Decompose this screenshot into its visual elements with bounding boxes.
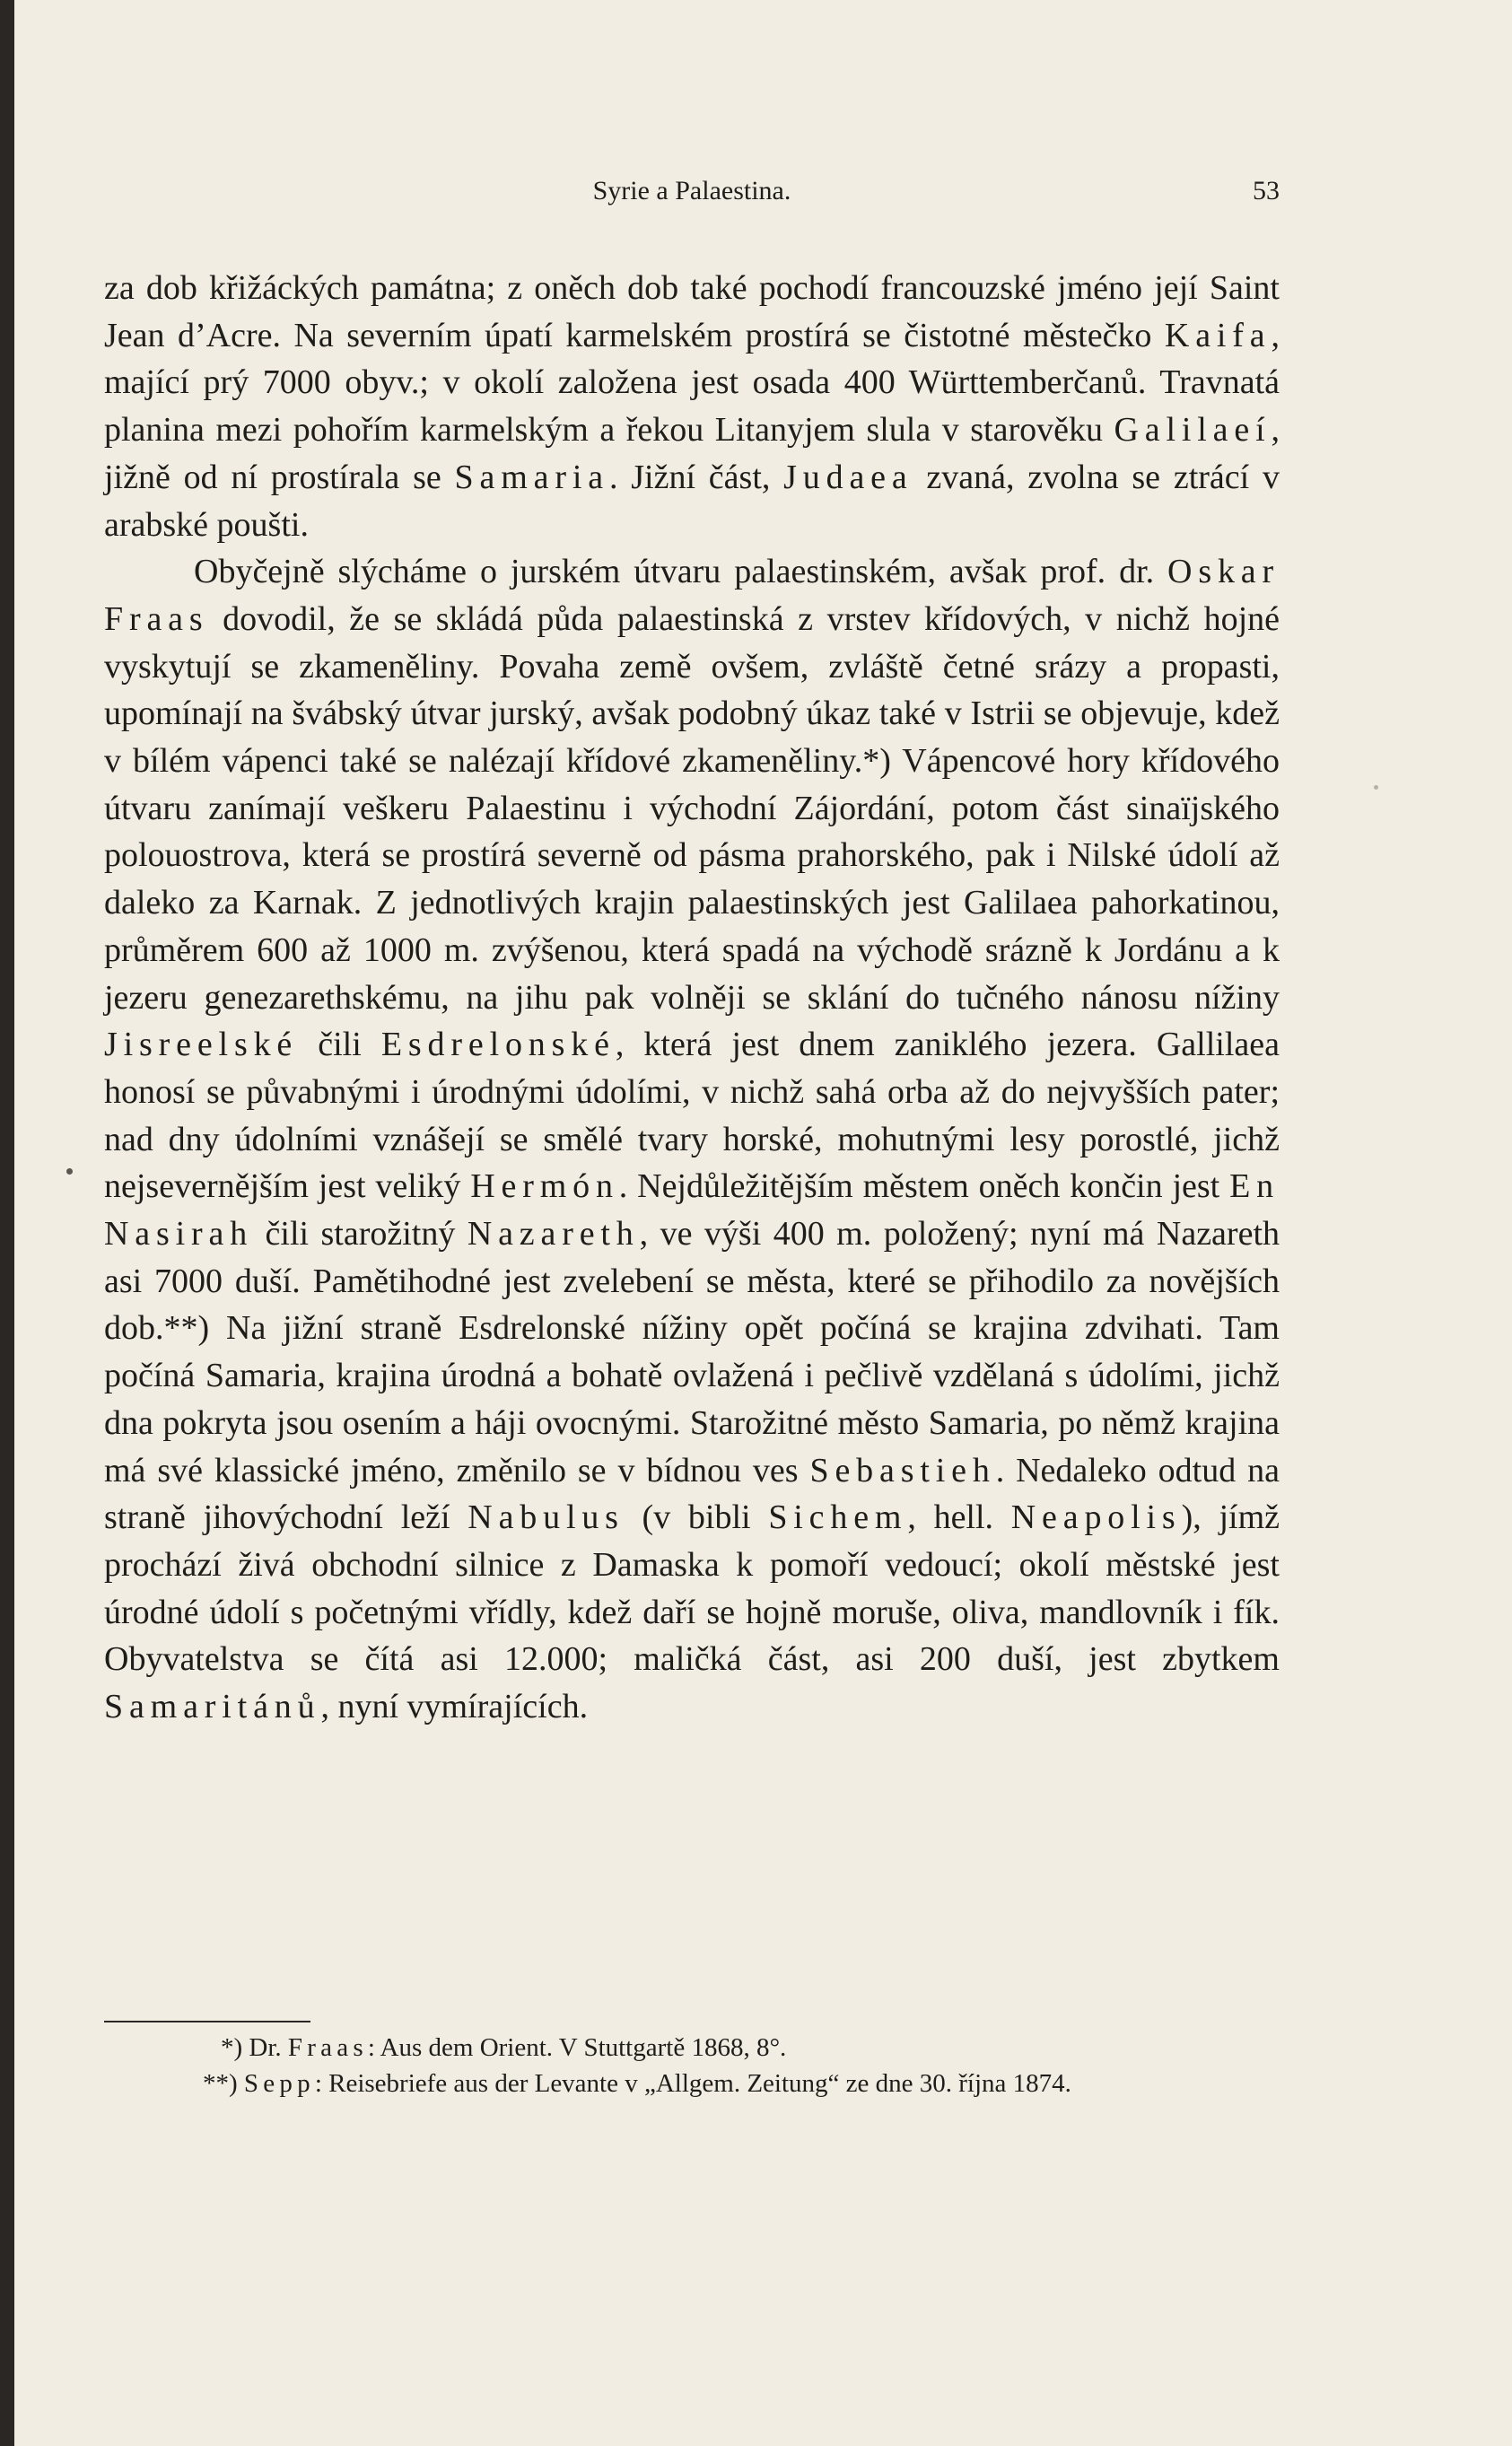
text-run: Obyčejně slýcháme o jurském útvaru palaestinském, avšak prof. dr. — [194, 553, 1168, 591]
footnote-1 — [104, 2030, 1280, 2066]
margin-mark — [66, 1168, 73, 1175]
text-run: , jižně od ní prostírala se — [104, 411, 1280, 496]
spaced-name-esdrelonske: Esdrelonské — [380, 1026, 616, 1064]
spaced-name-samaria: Samaria — [454, 458, 609, 496]
running-title: Syrie a Palaestina. — [592, 176, 791, 205]
spaced-name-sichem: Sichem — [768, 1498, 908, 1537]
footnotes — [104, 2030, 1280, 2101]
spaced-name-fraas: Fraas — [287, 2033, 368, 2062]
text-run: : Reisebriefe aus der Levante v „Allgem. Zeitung“ ze dne 30. října 1874. — [314, 2069, 1071, 2098]
text-run: ), jímž prochází živá obchodní silnice z Damaska k pomoří vedoucí; okolí městské jest úrodné údolí s početnými vřídly, kdež daří se hojně moruše, oliva, mandlovník i fík. Obyvatelstva se čítá asi 12.000; maličká část, asi 200 duší, jest zbytkem — [104, 1498, 1280, 1679]
spaced-name-galilaei: Galilaeí — [1114, 411, 1272, 450]
text-run: , mající prý 7000 obyv.; v okolí založena jest osada 400 Württemberčanů. Travnatá planina mezi pohořím karmelským a řekou Litanyjem slula v starověku — [104, 316, 1280, 450]
spaced-name-samaritanu: Samaritánů — [104, 1688, 321, 1726]
spaced-name-kaifa: Kaifa — [1164, 316, 1272, 354]
text-run: , která jest dnem zaniklého jezera. Gallilaea honosí se půvabnými i úrodnými údolími, v nichž sahá orba až do nejvyšších pater; nad dny údolními vznášejí se smělé tvary horské, mohutnými lesy porostlé, jichž nejsevernějším jest veliký — [104, 1026, 1280, 1206]
text-run: , nyní vymírajících. — [320, 1688, 589, 1726]
spaced-name-jisreelske: Jisreelské — [104, 1026, 299, 1064]
text-run: dovodil, že se skládá půda palaestinská z vrstev křídových, v nichž hojné vyskytují se zkameněliny. Povaha země ovšem, zvláště četné srázy a propasti, upomínají na švábský útvar jurský, avšak podobný úkaz také v Istrii se objevuje, kdež v bílém vápenci také se nalézají křídové zkameněliny.*) Vápencové hory křídového útvaru zanímají veškeru Palaestinu i východní Zájordání, potom část sinaïjského polouostrova, která se prostírá severně od pásma prahorského, pak i Nilské údolí až daleko za Karnak. Z jednotlivých krajin palaestinských jest Galilaea pahorkatinou, průměrem 600 až 1000 m. zvýšenou, která spadá na východě srázně k Jordánu a k jezeru genezarethskému, na jihu pak volněji se sklání do tučného nánosu nížiny — [104, 599, 1280, 1017]
text-run: za dob křižáckých památna; z oněch dob také pochodí francouzské jméno její Saint Jean d’Acre. Na severním úpatí karmelském prostírá se čistotné městečko — [104, 269, 1280, 354]
paper-speck — [1374, 785, 1378, 790]
text-run: , hell. — [907, 1498, 1011, 1537]
body-text — [104, 265, 1280, 1731]
text-run: . Jižní část, — [608, 458, 784, 496]
text-run: zvaná, zvolna se ztrácí v arabské poušti. — [104, 458, 1280, 544]
running-header — [104, 176, 1280, 215]
book-spine-edge — [0, 0, 14, 2446]
book-page — [14, 0, 1512, 2446]
spaced-name-oskar-fraas: Oskar Fraas — [104, 553, 1280, 638]
spaced-name-nabulus: Nabulus — [468, 1498, 625, 1537]
text-run: : Aus dem Orient. V Stuttgartě 1868, 8°. — [367, 2033, 787, 2062]
text-run: *) Dr. — [221, 2033, 288, 2062]
paragraph-2 — [104, 548, 1280, 1731]
spaced-name-nazareth: Nazareth — [467, 1215, 640, 1254]
text-run: čili — [298, 1026, 381, 1064]
spaced-name-sebastieh: Sebastieh — [809, 1451, 996, 1489]
text-run: . Nedaleko odtud na straně jihovýchodní leží — [104, 1451, 1280, 1537]
text-run: (v bibli — [624, 1498, 769, 1537]
spaced-name-judaea: Judaea — [783, 458, 913, 496]
page-number: 53 — [1253, 176, 1280, 205]
text-run: , ve výši 400 m. položený; nyní má Nazareth asi 7000 duší. Pamětihodné jest zvelebení se města, které se přihodilo za novějších dob.**) Na jižní straně Esdrelonské nížiny opět počíná se krajina zdvihati. Tam počíná Samaria, krajina úrodná a bohatě ovlažená i pečlivě vzdělaná s údolími, jichž dna pokryta jsou osením a háji ovocnými. Starožitné město Samaria, po němž krajina má své klassické jméno, změnilo se v bídnou ves — [104, 1215, 1280, 1489]
spaced-name-sepp: Sepp — [243, 2069, 315, 2098]
footnote-divider — [104, 2021, 310, 2022]
footnote-2 — [104, 2066, 1280, 2101]
spaced-name-hermon: Hermón — [470, 1167, 619, 1206]
text-run: **) — [203, 2069, 244, 2098]
text-run: . Nejdůležitějším městem oněch končin jest — [618, 1167, 1230, 1206]
spaced-name-en-nasirah: En Nasirah — [104, 1167, 1280, 1254]
spaced-name-neapolis: Neapolis — [1010, 1498, 1182, 1537]
text-run: čili starožitný — [253, 1215, 468, 1254]
paragraph-1 — [104, 265, 1280, 548]
